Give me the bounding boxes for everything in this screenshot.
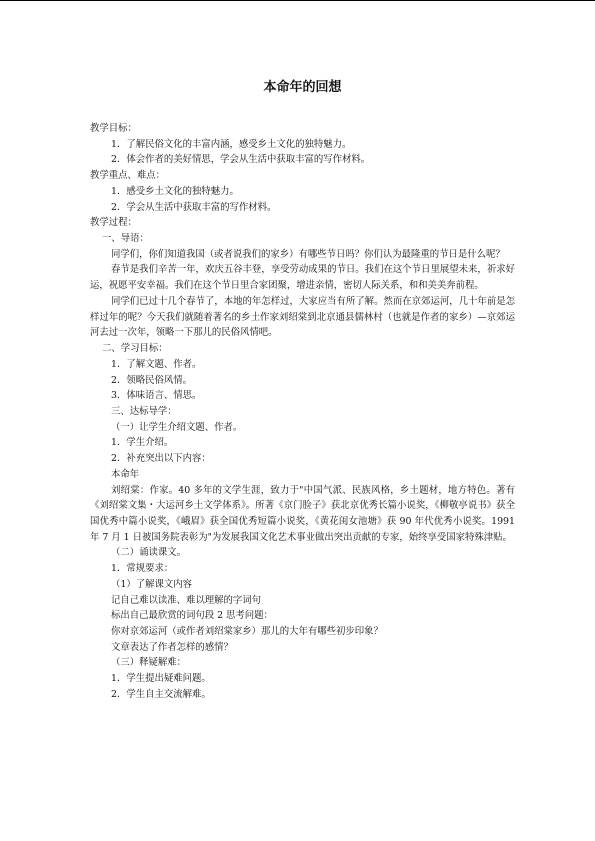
document-body (90, 121, 515, 703)
text-line: 二、学习目标： (102, 343, 168, 355)
text-line: 2．学生自主交流解难。 (111, 688, 211, 700)
paragraph: 同学们已过十几个春节了，本地的年怎样过，大家应当有所了解。然而在京郊运河，几十年前是怎样过年的呢？今天我们就随着著名的乡土作家刘绍棠到北京通县儒林村（也就是作者的家乡）—京郊运河去过一次年，领略一下那儿的民俗风情吧。 (90, 295, 515, 339)
paragraph: 刘绍棠：作家。40 多年的文学生涯，致力于"中国气派、民族风格，乡土题材，地方特色。著有《刘绍棠文集・大运河乡土文学体系》。所著《京门脸子》获北京优秀长篇小说奖，《柳敬亭说书》获全国优秀中篇小说奖，《峨眉》获全国优秀短篇小说奖，《黄花闺女池塘》获 90 年代优秀小说奖。1991 年 7 月 1 日被国务院表彰为"为发展我国文化艺术事业做出突出贡献的专家，始终享受国家特殊津贴。 (90, 484, 515, 543)
text-line: 2．领略民俗风情。 (111, 374, 192, 386)
document-title: 本命年的回想 (263, 80, 342, 95)
paragraph: 春节是我们辛苦一年，欢庆五谷丰登，享受劳动成果的节日。我们在这个节日里展望未来，祈求好运，祝愿平安幸福。我们在这个节日里合家团聚，增进亲情，密切人际关系，和和美美奔前程。 (90, 264, 515, 292)
text-line: 记自己难以读准、难以理解的字词句 (111, 594, 262, 606)
section-heading: 教学重点、难点： (90, 170, 166, 182)
text-line: （1）了解课文内容 (111, 578, 192, 590)
text-line: 1．常规要求： (111, 563, 174, 575)
text-line: 1．学生介绍。 (111, 437, 174, 449)
text-line: 一、导语： (102, 233, 149, 245)
text-line: 文章表达了作者怎样的感情？ (111, 641, 233, 653)
page-top-rule (0, 0, 595, 1)
text-line: 你对京郊运河（或作者刘绍棠家乡）那儿的大年有哪些初步印象？ (111, 626, 383, 637)
section-heading: 教学过程： (90, 217, 137, 229)
text-line: 1．了解民俗文化的丰富内涵，感受乡土文化的独特魅力。 (111, 138, 352, 150)
text-line: （三）释疑解难： (111, 657, 187, 669)
paragraph: 同学们，你们知道我国（或者说我们的家乡）有哪些节日吗？你们认为最隆重的节日是什么呢？ (111, 248, 505, 260)
text-line: 1．学生提出疑难问题。 (111, 673, 211, 685)
text-line: （二）诵读课文。 (111, 547, 187, 559)
text-line: 2．学会从生活中获取丰富的写作材料。 (111, 201, 277, 213)
section-heading: 教学目标： (90, 123, 137, 134)
text-line: 三、达标导学： (111, 405, 177, 417)
text-line: （一）让学生介绍文题、作者。 (111, 421, 243, 433)
text-line: 1．了解文题、作者。 (111, 358, 202, 370)
text-line: 本命年 (111, 468, 140, 480)
text-line: 2．补充突出以下内容： (111, 453, 211, 465)
text-line: 3．体味语言、情思。 (111, 390, 202, 402)
text-line: 2．体会作者的美好情思，学会从生活中获取丰富的写作材料。 (111, 154, 371, 166)
text-line: 标出自己最欣赏的词句段 2 思考问题： (111, 610, 273, 622)
text-line: 1．感受乡土文化的独特魅力。 (111, 185, 239, 197)
